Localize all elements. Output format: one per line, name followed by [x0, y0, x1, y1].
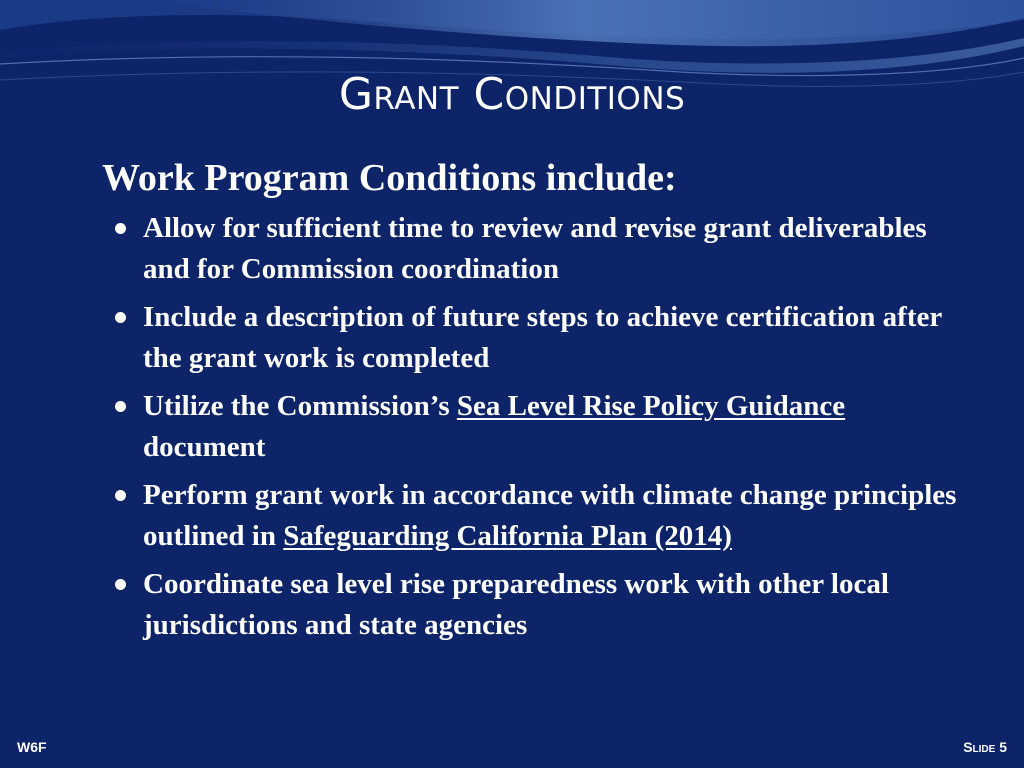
bullet-text: Include a description of future steps to achieve certification after the grant work is completed: [143, 301, 942, 374]
bullet-point-icon: [115, 490, 126, 501]
safeguarding-california-plan-link[interactable]: Safeguarding California Plan (2014): [283, 520, 732, 552]
bullet-point-icon: [115, 312, 126, 323]
footer-slide-number: Slide 5: [963, 739, 1007, 755]
bullet-text: Allow for sufficient time to review and revise grant deliverables and for Commission coordination: [143, 212, 927, 285]
bullet-item-slr-guidance: [108, 386, 958, 468]
bullet-item-coordinate-work: [108, 564, 958, 646]
bullet-point-icon: [115, 579, 126, 590]
bullet-text-before: Perform grant work in accordance with climate change principles outlined in: [143, 479, 957, 552]
bullet-text: Coordinate sea level rise preparedness work with other local jurisdictions and state agencies: [143, 568, 889, 641]
slr-policy-guidance-link[interactable]: Sea Level Rise Policy Guidance: [456, 390, 846, 422]
section-heading: Work Program Conditions include:: [102, 157, 677, 199]
bullet-text-after: document: [143, 431, 266, 463]
footer-agenda-item: W6F: [17, 739, 47, 755]
conditions-list: [108, 208, 958, 653]
bullet-item-review-time: [108, 208, 958, 290]
bullet-point-icon: [115, 223, 126, 234]
bullet-item-climate-principles: [108, 475, 958, 557]
bullet-text-before: Utilize the Commission’s: [143, 390, 457, 422]
bullet-item-future-steps: [108, 297, 958, 379]
slide-title: Grant Conditions: [338, 69, 686, 120]
bullet-point-icon: [115, 401, 126, 412]
